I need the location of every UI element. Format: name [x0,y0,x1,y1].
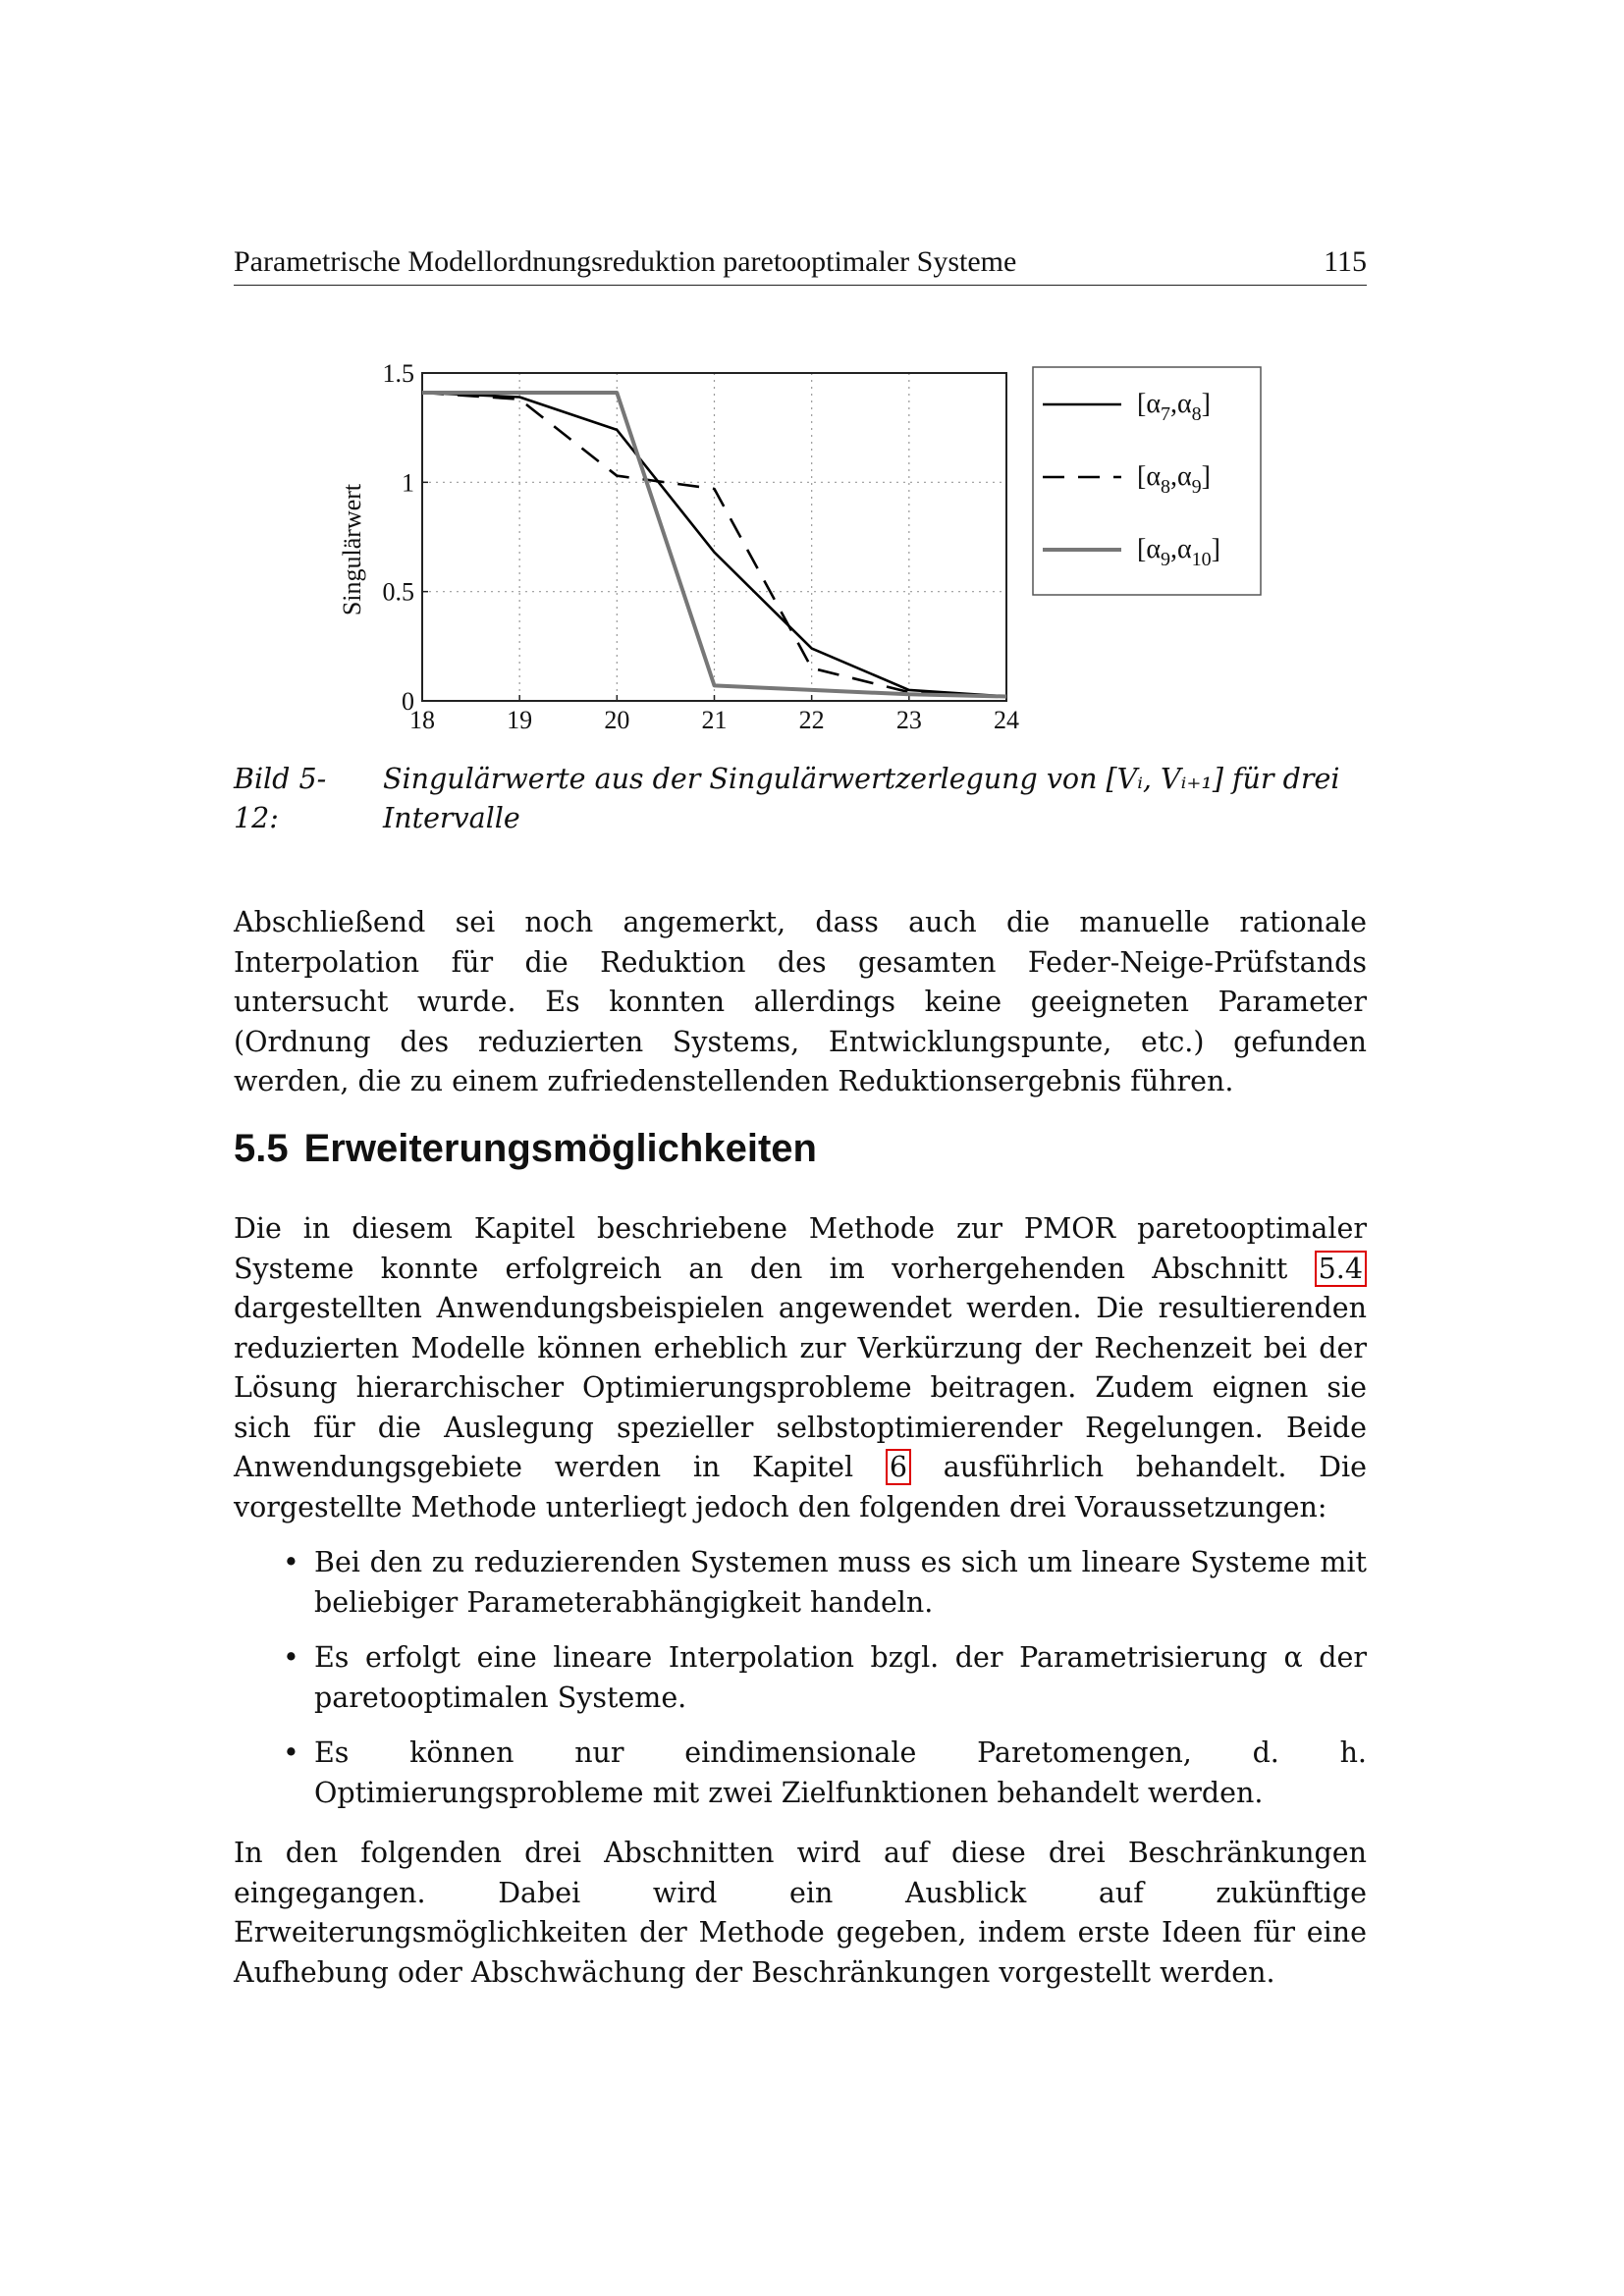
legend-label: $[\alpha_7,\alpha_8]$ [1137,389,1211,425]
x-tick-label: 21 [701,706,728,734]
y-tick-label: 0 [402,687,414,716]
legend-label: $[\alpha_9,\alpha_{10}]$ [1137,534,1220,570]
intro-text-3: ausführlich behandelt. Die vorgestellte Methode unterliegt jedoch den folgenden drei Voraussetzungen: [234,1451,1367,1523]
y-tick-label: 0.5 [382,577,414,607]
section-reference-link[interactable]: 5.4 [1315,1251,1367,1287]
intro-text-1: Die in diesem Kapitel beschriebene Methode zur PMOR paretooptimaler Systeme konnte erfolgreich an den im vorhergehenden Abschnitt [234,1212,1367,1285]
intro-paragraph [234,1209,1367,1527]
requirements-list [234,1543,1367,1813]
y-tick-label: 1 [402,468,414,498]
bullet-icon: • [283,1546,299,1578]
outlook-paragraph: In den folgenden drei Abschnitten wird auf diese drei Beschränkungen eingegangen. Dabei wird ein Ausblick auf zukünftige Erweiterungsmöglichkeiten der Methode gegeben, indem erste Ideen für eine Aufhebung oder Abschwächung der Beschränkungen vorgestellt werden. [234,1837,1367,1989]
series-line [422,393,1006,697]
caption-label: Bild 5-12: [234,763,327,834]
intro-text-2: dargestellten Anwendungsbeispielen angewendet werden. Die resultierenden reduzierten Modelle können erheblich zur Verkürzung der Rechenzeit bei der Lösung hierarchischer Optimierungsprobleme beitragen. Zudem eignen sie sich für die Auslegung spezieller selbstoptimierender Regelungen. Beide Anwendungsgebiete werden in Kapitel [234,1292,1367,1483]
section-title: Erweiterungsmöglichkeiten [303,1127,817,1170]
running-title: Parametrische Modellordnungsreduktion paretooptimaler Systeme [234,245,1017,278]
series-line [422,393,1006,697]
x-tick-label: 22 [798,706,825,734]
list-item [234,1638,1367,1718]
series-line [422,393,1006,697]
x-tick-label: 18 [409,706,435,734]
y-axis-label: Singulärwert [338,483,366,616]
bullet-icon: • [283,1641,299,1674]
x-tick-label: 23 [895,706,922,734]
list-item [234,1543,1367,1623]
y-tick-label: 1.5 [382,359,414,388]
singular-value-chart [324,353,1267,746]
x-tick-label: 20 [604,706,630,734]
list-item-text: Bei den zu reduzierenden Systemen muss es sich um lineare Systeme mit beliebiger Parameterabhängigkeit handeln. [314,1546,1367,1619]
figure-caption [234,760,1367,838]
bullet-icon: • [283,1736,299,1769]
list-item [234,1734,1367,1813]
page-header [234,245,1367,286]
page-number: 115 [1324,245,1367,278]
section-number: 5.5 [234,1127,289,1170]
list-item-text: Es erfolgt eine lineare Interpolation bzgl. der Parametrisierung α der paretooptimalen Systeme. [314,1641,1367,1714]
singular-value-figure [324,353,1267,746]
legend-label: $[\alpha_8,\alpha_9]$ [1137,461,1211,498]
chapter-reference-link[interactable]: 6 [886,1449,911,1485]
x-tick-label: 19 [507,706,533,734]
section-heading [234,1127,817,1171]
list-item-text: Es können nur eindimensionale Paretomengen, d. h. Optimierungsprobleme mit zwei Zielfunktionen behandelt werden. [314,1736,1367,1809]
caption-text: Singulärwerte aus der Singulärwertzerlegung von [Vᵢ, Vᵢ₊₁] für drei Intervalle [383,763,1340,834]
closing-paragraph: Abschließend sei noch angemerkt, dass auch die manuelle rationale Interpolation für die Reduktion des gesamten Feder-Neige-Prüfstands untersucht wurde. Es konnten allerdings keine geeigneten Parameter (Ordnung des reduzierten Systems, Entwicklungspunte, etc.) gefunden werden, die zu einem zufriedenstellenden Reduktionsergebnis führen. [234,906,1367,1097]
x-tick-label: 24 [994,706,1019,734]
